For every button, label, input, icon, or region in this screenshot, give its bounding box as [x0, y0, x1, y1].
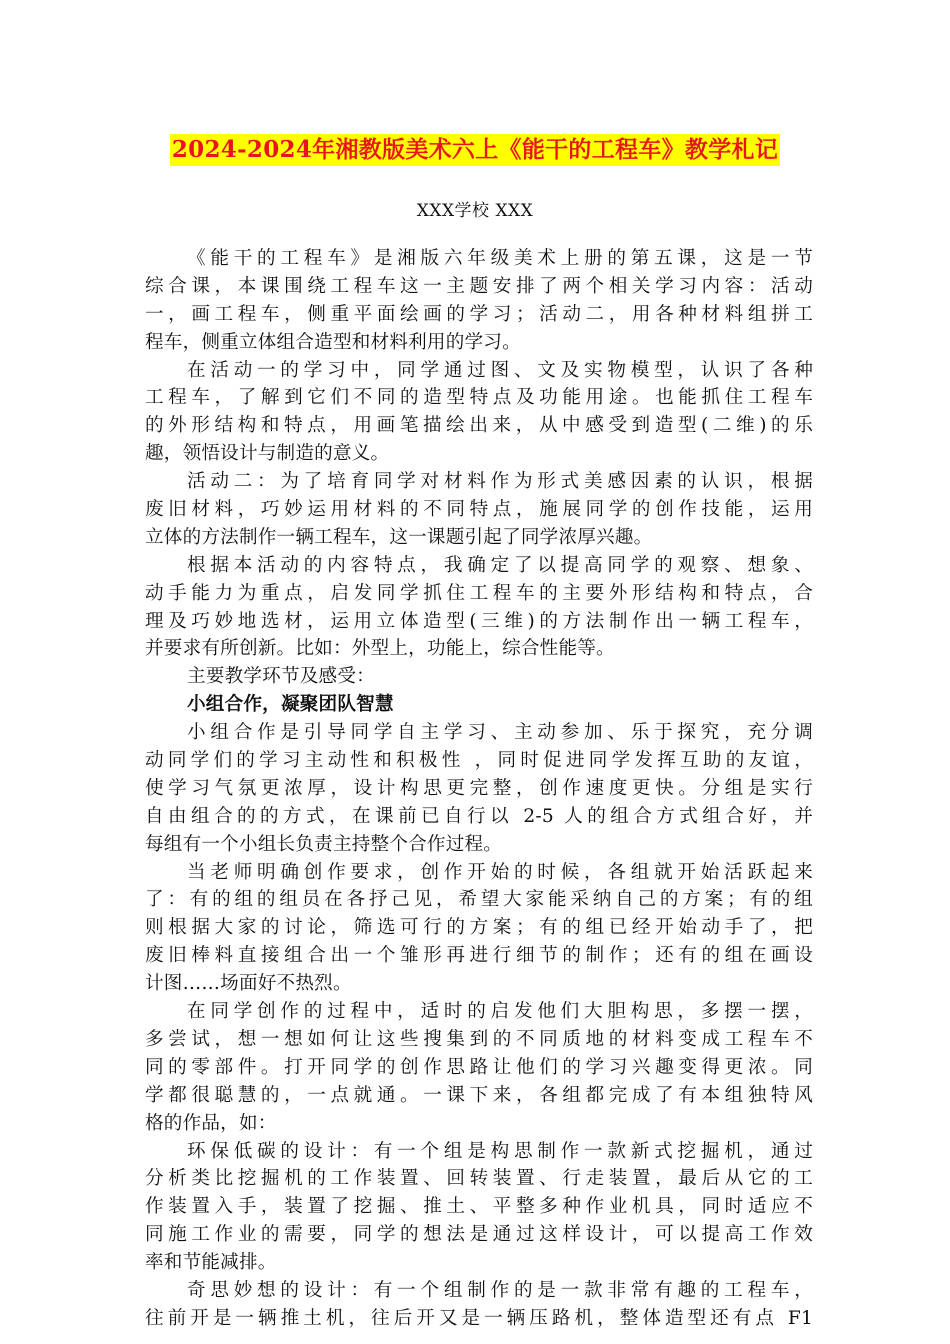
- text-line: 多尝试，想一想如何让这些搜集到的不同质地的材料变成工程车不: [145, 1028, 813, 1050]
- text-line: 自由组合的的方式，在课前已自行以 2-5 人的组合方式组合好，并: [145, 805, 813, 827]
- document-title: 2024-2024年湘教版美术六上《能干的工程车》教学札记: [170, 134, 780, 166]
- body-text: [145, 245, 813, 1333]
- text-line: 使学习气氛更浓厚，设计构思更完整，创作速度更快。分组是实行: [145, 777, 813, 799]
- text-line: 了：有的组的组员在各抒己见，希望大家能采纳自己的方案；有的组: [145, 889, 813, 911]
- section-heading: 小组合作，凝聚团队智慧: [187, 694, 394, 716]
- text-line: 一，画工程车，侧重平面绘画的学习；活动二，用各种材料组拼工: [145, 303, 813, 325]
- text-line: 废旧材料，巧妙运用材料的不同特点，施展同学的创作技能，运用: [145, 499, 813, 521]
- text-line: 往前开是一辆推土机，往后开又是一辆压路机，整体造型还有点 F1: [145, 1307, 813, 1329]
- text-line: 作装置入手，装置了挖掘、推土、平整多种作业机具，同时适应不: [145, 1196, 813, 1218]
- text-line: 动同学们的学习主动性和积极性 ，同时促进同学发挥互助的友谊，: [145, 750, 813, 772]
- text-line: 每组有一个小组长负责主持整个合作过程。: [145, 833, 503, 855]
- text-line: 程车，侧重立体组合造型和材料利用的学习。: [145, 331, 521, 353]
- text-line: 理及巧妙地选材，运用立体造型(三维)的方法制作出一辆工程车，: [145, 610, 813, 632]
- text-line: 同的零部件。打开同学的创作思路让他们的学习兴趣变得更浓。同: [145, 1056, 813, 1078]
- text-line: 废旧棒料直接组合出一个雏形再进行细节的制作；还有的组在画设: [145, 945, 813, 967]
- text-line: 主要教学环节及感受：: [187, 666, 375, 688]
- text-line: 奇思妙想的设计：有一个组制作的是一款非常有趣的工程车，: [187, 1279, 813, 1301]
- text-line: 格的作品，如：: [145, 1112, 277, 1134]
- text-line: 并要求有所创新。比如：外型上，功能上，综合性能等。: [145, 638, 615, 660]
- text-line: 则根据大家的讨论，筛选可行的方案；有的组已经开始动手了，把: [145, 917, 813, 939]
- text-line: 计图……场面好不热烈。: [145, 973, 352, 995]
- text-line: 的外形结构和特点，用画笔描绘出来，从中感受到造型(二维)的乐: [145, 415, 813, 437]
- text-line: 学都很聪慧的，一点就通。一课下来，各组都完成了有本组独特风: [145, 1084, 813, 1106]
- text-line: 立体的方法制作一辆工程车，这一课题引起了同学浓厚兴趣。: [145, 526, 653, 548]
- text-line: 环保低碳的设计：有一个组是构思制作一款新式挖掘机，通过: [187, 1140, 813, 1162]
- title-wrap: [0, 134, 950, 166]
- text-line: 趣，领悟设计与制造的意义。: [145, 443, 390, 465]
- text-line: 同施工作业的需要，同学的想法是通过这样设计，可以提高工作效: [145, 1224, 813, 1246]
- author-line: XXX学校 XXX: [416, 201, 534, 221]
- text-line: 活动二：为了培育同学对材料作为形式美感因素的认识，根据: [187, 471, 813, 493]
- text-line: 当老师明确创作要求，创作开始的时候，各组就开始活跃起来: [187, 861, 813, 883]
- text-line: 动手能力为重点，启发同学抓住工程车的主要外形结构和特点，合: [145, 582, 813, 604]
- text-line: 《能干的工程车》是湘版六年级美术上册的第五课，这是一节: [187, 248, 813, 269]
- text-line: 在同学创作的过程中，适时的启发他们大胆构思，多摆一摆，: [187, 1001, 813, 1023]
- text-line: 在活动一的学习中，同学通过图、文及实物模型，认识了各种: [187, 359, 813, 381]
- text-line: 工程车，了解到它们不同的造型特点及功能用途。也能抓住工程车: [145, 387, 813, 409]
- text-line: 小组合作是引导同学自主学习、主动参加、乐于探究，充分调: [187, 722, 813, 744]
- text-line: 率和节能减排。: [145, 1252, 277, 1274]
- text-line: 根据本活动的内容特点，我确定了以提高同学的观察、想象、: [187, 554, 813, 576]
- text-line: 分析类比挖掘机的工作装置、回转装置、行走装置，最后从它的工: [145, 1168, 813, 1190]
- text-line: 综合课，本课围绕工程车这一主题安排了两个相关学习内容：活动: [145, 275, 813, 297]
